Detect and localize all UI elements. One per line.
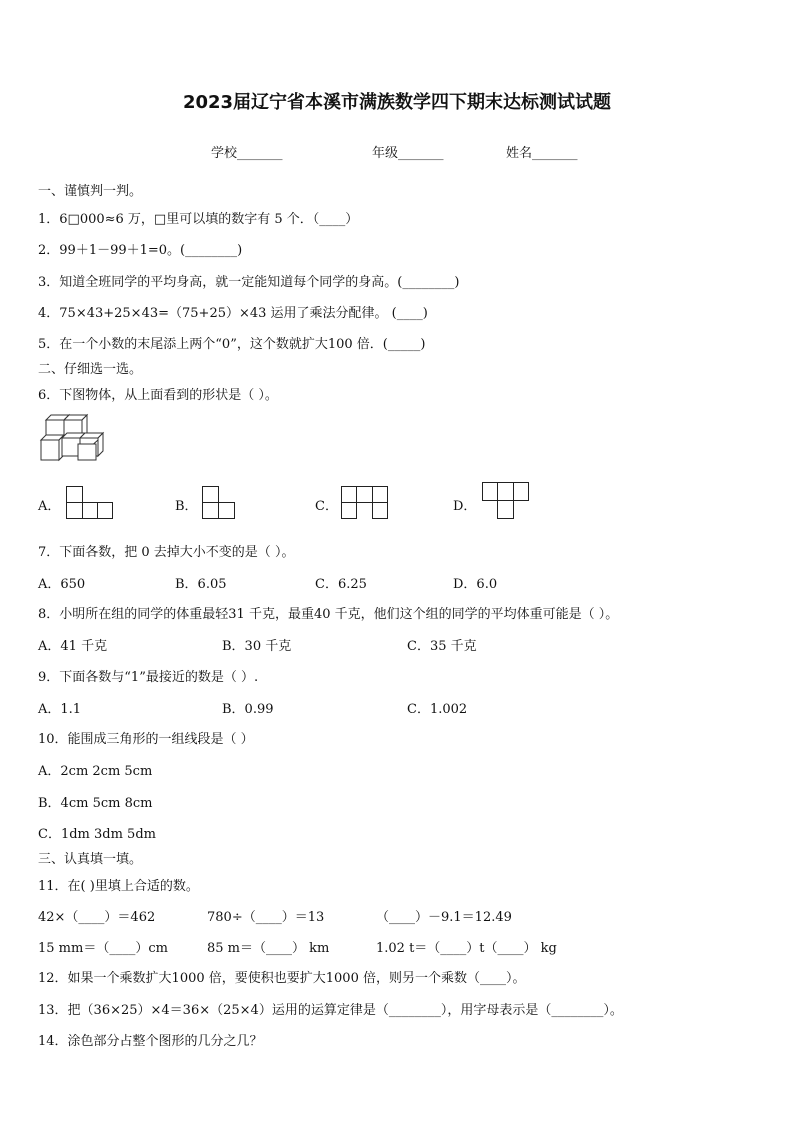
q11-blank-3: （____）－9.1＝12.49	[376, 910, 512, 925]
q8-option-b: B．30 千克	[222, 639, 292, 654]
q6-option-a-shape	[66, 486, 114, 519]
section-3-heading: 三、认真填一填。	[38, 852, 143, 867]
question-13: 13．把（36×25）×4＝36×（25×4）运用的运算定律是（________），用字母表示是（________）。	[38, 1003, 623, 1018]
q11-blank-1: 42×（____）＝462	[38, 910, 156, 925]
question-2: 2．99＋1－99＋1=0。(________)	[38, 243, 243, 258]
q6-option-d-shape	[482, 482, 530, 520]
q9-option-b: B．0.99	[222, 702, 274, 717]
question-14: 14．涂色部分占整个图形的几分之几？	[38, 1034, 263, 1049]
q11-blank-4: 15 mm＝（____）cm	[38, 941, 168, 956]
question-9: 9．下面各数与“1”最接近的数是（ ）.	[38, 670, 259, 685]
question-4: 4．75×43+25×43=（75+25）×43 运用了乘法分配律。 (____)	[38, 306, 428, 321]
q8-option-a: A．41 千克	[38, 639, 108, 654]
cube-figure	[38, 414, 110, 466]
q9-option-c: C．1.002	[407, 702, 468, 717]
q10-option-b: B．4cm 5cm 8cm	[38, 796, 153, 811]
question-7: 7．下面各数，把 0 去掉大小不变的是（ ）。	[38, 545, 295, 560]
question-12: 12．如果一个乘数扩大1000 倍，要使积也要扩大1000 倍，则另一个乘数（____）。	[38, 971, 526, 986]
section-2-heading: 二、仔细选一选。	[38, 362, 143, 377]
question-3: 3．知道全班同学的平均身高，就一定能知道每个同学的身高。(________)	[38, 275, 460, 290]
q6-option-a-label: A．	[38, 499, 61, 514]
q8-option-c: C．35 千克	[407, 639, 477, 654]
question-11: 11．在( )里填上合适的数。	[38, 879, 199, 894]
q7-option-d: D．6.0	[453, 577, 498, 592]
question-5: 5．在一个小数的末尾添上两个“0”，这个数就扩大100 倍．(_____)	[38, 337, 426, 352]
q10-option-c: C．1dm 3dm 5dm	[38, 827, 156, 842]
q6-option-d-label: D．	[453, 499, 477, 514]
school-field: 学校_______	[211, 146, 283, 161]
question-1: 1．6□000≈6 万，□里可以填的数字有 5 个．（____）	[38, 212, 359, 227]
q6-option-b-label: B．	[175, 499, 198, 514]
page-title: 2023届辽宁省本溪市满族数学四下期末达标测试试题	[182, 92, 612, 113]
q10-option-a: A．2cm 2cm 5cm	[38, 764, 153, 779]
q7-option-c: C．6.25	[315, 577, 367, 592]
q6-option-b-shape	[202, 486, 236, 519]
q7-option-b: B．6.05	[175, 577, 227, 592]
q7-option-a: A．650	[38, 577, 86, 592]
question-10: 10．能围成三角形的一组线段是（ ）	[38, 732, 254, 747]
grade-field: 年级_______	[372, 146, 444, 161]
q11-blank-5: 85 m＝（____） km	[207, 941, 330, 956]
question-8: 8．小明所在组的同学的体重最轻31 千克，最重40 千克，他们这个组的同学的平均体重可能是（ ）。	[38, 607, 619, 622]
q6-option-c-label: C．	[315, 499, 338, 514]
section-1-heading: 一、谨慎判一判。	[38, 184, 143, 199]
q6-option-c-shape	[341, 486, 389, 519]
q11-blank-6: 1.02 t＝（____）t（____） kg	[376, 941, 557, 956]
q9-option-a: A．1.1	[38, 702, 82, 717]
q11-blank-2: 780÷（____）＝13	[207, 910, 325, 925]
name-field: 姓名_______	[506, 146, 578, 161]
question-6: 6．下图物体，从上面看到的形状是（ ）。	[38, 388, 278, 403]
